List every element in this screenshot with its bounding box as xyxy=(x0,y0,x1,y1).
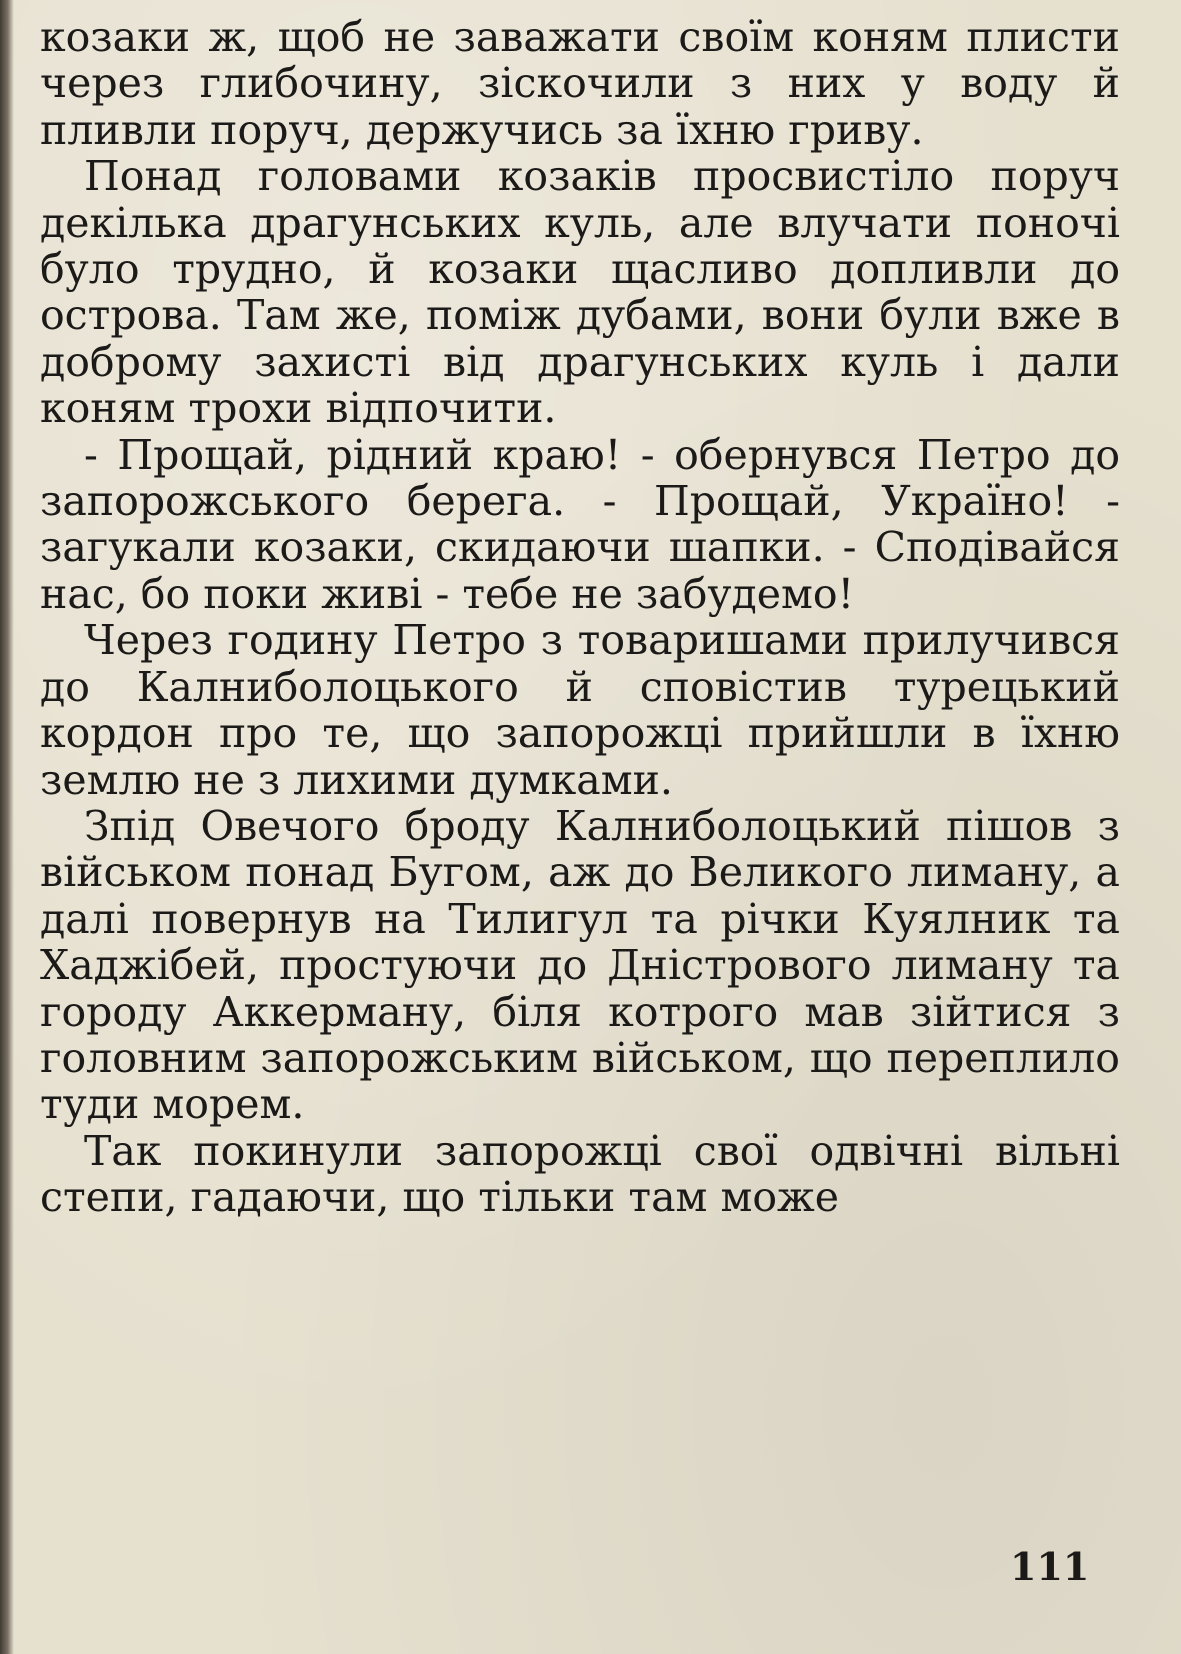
binding-shadow xyxy=(0,0,14,1654)
body-text xyxy=(40,14,1120,1221)
paragraph: - Прощай, рідний краю! - обернувся Петро до запорожського берега. - Прощай, Україно! - загукали козаки, скидаючи шапки. - Сподівайся нас, бо поки живі - тебе не забудемо! xyxy=(40,430,1120,618)
paragraph: Так покинули запорожці свої одвічні вільні степи, гадаючи, що тільки там може xyxy=(40,1126,1120,1222)
page-number: 111 xyxy=(1010,1544,1090,1589)
paragraph: Через годину Петро з товаришами прилучився до Калниболоцького й сповістив турецький кордон про те, що запорожці прийшли в їхню землю не з лихими думками. xyxy=(40,616,1120,804)
paragraph: козаки ж, щоб не заважати своїм коням плисти через глибочину, зіскочили з них у воду й пливли поруч, держучись за їхню гриву. xyxy=(40,13,1120,154)
paragraph: Понад головами козаків просвистіло поруч декілька драгунських куль, але влучати поночі було трудно, й козаки щасливо допливли до острова. Там же, поміж дубами, вони були вже в доброму захисті від драгунських куль і дали коням трохи відпочити. xyxy=(40,152,1120,433)
paragraph: Зпід Овечого броду Калниболоцький пішов з військом понад Бугом, аж до Великого лиману, а далі повернув на Тилигул та річки Куялник та Хаджібей, простуючи до Дністрового лиману та городу Аккерману, біля котрого мав зійтися з головним запорожським військом, що переплило туди морем. xyxy=(40,801,1120,1129)
